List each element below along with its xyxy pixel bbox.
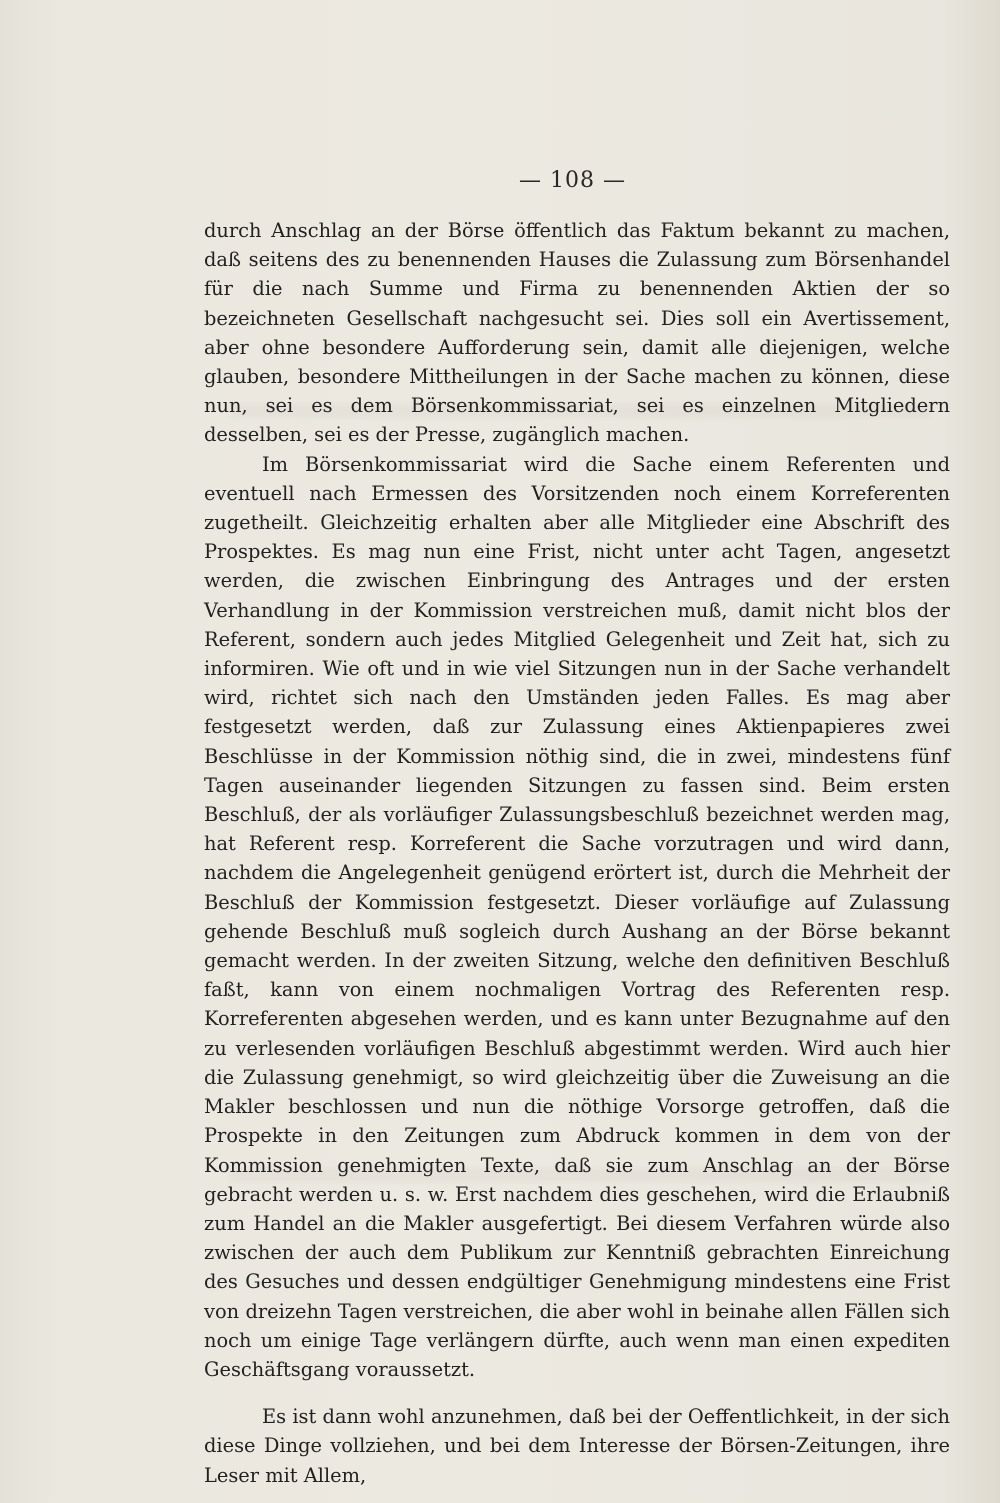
body-text (204, 216, 950, 1490)
paragraph-1: durch Anschlag an der Börse öffentlich das Faktum bekannt zu machen, daß seitens des zu benennenden Hauses die Zulassung zum Börsenhandel für die nach Summe und Firma zu benennenden Aktien der so bezeichneten Gesellschaft nachgesucht sei. Dies soll ein Avertissement, aber ohne besondere Aufforderung sein, damit alle diejenigen, welche glauben, besondere Mittheilungen in der Sache machen zu können, diese nun, sei es dem Börsenkommissariat, sei es einzelnen Mitgliedern desselben, sei es der Presse, zugänglich machen. (204, 219, 950, 447)
paragraph-2: Im Börsenkommissariat wird die Sache einem Referenten und eventuell nach Ermessen des Vorsitzenden noch einem Korreferenten zugetheilt. Gleichzeitig erhalten aber alle Mitglieder eine Abschrift des Prospektes. Es mag nun eine Frist, nicht unter acht Tagen, angesetzt werden, die zwischen Einbringung des Antrages und der ersten Verhandlung in der Kommission verstreichen muß, damit nicht blos der Referent, sondern auch jedes Mitglied Gelegenheit und Zeit hat, sich zu informiren. Wie oft und in wie viel Sitzungen nun in der Sache verhandelt wird, richtet sich nach den Umständen jeden Falles. Es mag aber festgesetzt werden, daß zur Zulassung eines Aktienpapieres zwei Beschlüsse in der Kommission nöthig sind, die in zwei, mindestens fünf Tagen auseinander liegenden Sitzungen zu fassen sind. Beim ersten Beschluß, der als vorläufiger Zulassungsbeschluß bezeichnet werden mag, hat Referent resp. Korreferent die Sache vorzutragen und wird dann, nachdem die Angelegenheit genügend erörtert ist, durch die Mehrheit der Beschluß der Kommission festgesetzt. Dieser vorläufige auf Zulassung gehende Beschluß muß sogleich durch Aushang an der Börse bekannt gemacht werden. In der zweiten Sitzung, welche den definitiven Beschluß faßt, kann von einem nochmaligen Vortrag des Referenten resp. Korreferenten abgesehen werden, und es kann unter Bezugnahme auf den zu verlesenden vorläufigen Beschluß abgestimmt werden. Wird auch hier die Zulassung genehmigt, so wird gleichzeitig über die Zuweisung an die Makler beschlossen und nun die nöthige Vorsorge getroffen, daß die Prospekte in den Zeitungen zum Abdruck kommen in dem von der Kommission genehmigten Texte, daß sie zum Anschlag an der Börse gebracht werden u. s. w. Erst nachdem dies geschehen, wird die Erlaubniß zum Handel an die Makler ausgefertigt. Bei diesem Verfahren würde also zwischen der auch dem Publikum zur Kenntniß gebrachten Einreichung des Gesuches und dessen endgültiger Genehmigung mindestens eine Frist von dreizehn Tagen verstreichen, die aber wohl in beinahe allen Fällen sich noch um einige Tage verlängern dürfte, auch wenn man einen expediten Geschäftsgang voraussetzt. (204, 452, 950, 1381)
paragraph-3: Es ist dann wohl anzunehmen, daß bei der Oeffentlichkeit, in der sich diese Dinge vollziehen, und bei dem Interesse der Börsen-Zeitungen, ihre Leser mit Allem, (204, 1405, 950, 1487)
page-number: — 108 — (519, 168, 626, 193)
